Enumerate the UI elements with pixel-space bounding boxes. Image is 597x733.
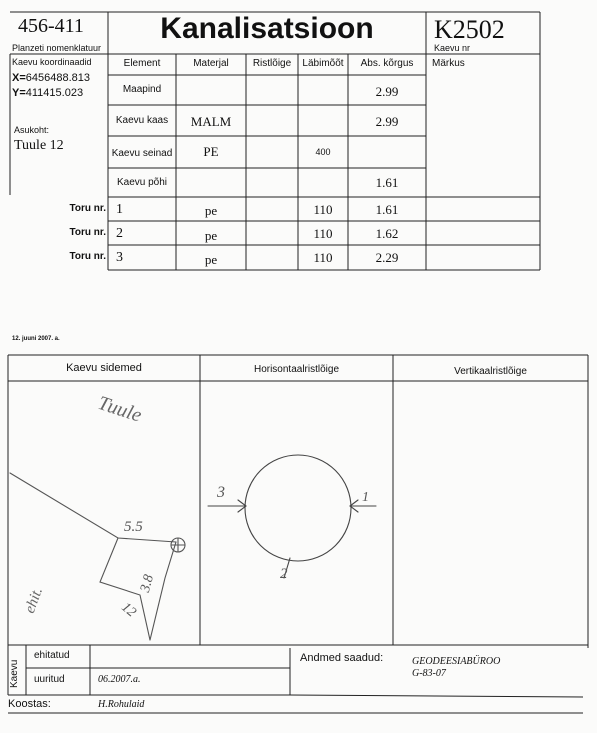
compiled-by-value: H.Rohulaid bbox=[98, 699, 145, 710]
coordinates-label: Kaevu koordinaadid bbox=[12, 57, 92, 67]
pipe-material: pe bbox=[204, 252, 218, 267]
row-height: 2.99 bbox=[375, 114, 399, 129]
pipe-number: 3 bbox=[116, 250, 123, 265]
pipe-number: 2 bbox=[116, 226, 123, 241]
pipe-label: Toru nr. bbox=[69, 227, 106, 238]
location-value: Tuule 12 bbox=[14, 138, 64, 153]
location-label: Asukoht: bbox=[14, 125, 50, 135]
sketch-street-name: Tuule bbox=[95, 392, 145, 427]
row-element: Kaevu kaas bbox=[115, 115, 169, 126]
nomenclature-label: Planzeti nomenklatuur bbox=[12, 43, 102, 53]
data-source-value: GEODEESIABÜROO bbox=[412, 656, 501, 667]
pipe-material: pe bbox=[204, 228, 218, 243]
well-number: K2502 bbox=[434, 15, 505, 44]
compiled-by-label: Koostas: bbox=[8, 698, 51, 710]
pipe-diameter: 110 bbox=[313, 226, 333, 241]
coordinate-y-prefix: Y= bbox=[12, 87, 26, 99]
sketch-dimension-top: 5.5 bbox=[124, 519, 143, 535]
pipe-label: Toru nr. bbox=[69, 251, 106, 262]
sketch-building-label: ehit. bbox=[22, 585, 47, 616]
pipe-mark-left: 3 bbox=[217, 484, 225, 501]
row-height: 1.61 bbox=[375, 175, 399, 190]
pipe-mark-right: 1 bbox=[362, 490, 369, 505]
surveyed-value: 06.2007.a. bbox=[98, 674, 141, 685]
row-material: MALM bbox=[190, 114, 232, 129]
pipe-height: 1.61 bbox=[375, 202, 399, 217]
coordinate-y-value: 411415.023 bbox=[25, 87, 84, 99]
header-abs-height: Abs. kõrgus bbox=[360, 58, 414, 69]
sketch-dimension-bottom: 12 bbox=[118, 600, 139, 621]
date-note: 12. juuni 2007. a. bbox=[12, 336, 60, 342]
header-remarks: Märkus bbox=[432, 58, 465, 69]
pipe-label: Toru nr. bbox=[69, 203, 106, 214]
nomenclature-value: 456-411 bbox=[18, 15, 84, 37]
header-cross-section: Ristlõige bbox=[252, 58, 292, 69]
pipe-material: pe bbox=[204, 203, 218, 218]
page-title: Kanalisatsioon bbox=[160, 12, 374, 45]
pipe-height: 1.62 bbox=[375, 226, 399, 241]
section-connections-title: Kaevu sidemed bbox=[66, 362, 142, 374]
pipe-diameter: 110 bbox=[313, 202, 333, 217]
section-vertical-title: Vertikaalristlõige bbox=[454, 366, 527, 377]
sketch-dimension-side: 3.8 bbox=[138, 573, 158, 594]
surveyed-label: uuritud bbox=[34, 674, 65, 685]
built-label: ehitatud bbox=[34, 650, 70, 661]
pipe-diameter: 110 bbox=[313, 250, 333, 265]
pipe-mark-bottom: 2 bbox=[280, 566, 288, 582]
well-number-label: Kaevu nr bbox=[434, 43, 471, 53]
row-material: PE bbox=[203, 144, 219, 159]
pipe-number: 1 bbox=[116, 202, 123, 217]
pipe-height: 2.29 bbox=[375, 250, 399, 265]
data-source-code: G-83-07 bbox=[412, 668, 446, 679]
row-diameter: 400 bbox=[315, 147, 331, 157]
coordinate-x-prefix: X= bbox=[12, 72, 26, 84]
header-diameter: Läbimõõt bbox=[302, 58, 344, 69]
section-horizontal-title: Horisontaalristlõige bbox=[253, 364, 340, 375]
row-element: Kaevu põhi bbox=[116, 177, 168, 188]
header-element: Element bbox=[123, 58, 161, 69]
well-side-label: Kaevu bbox=[9, 659, 20, 688]
row-height: 2.99 bbox=[375, 84, 399, 99]
data-source-label: Andmed saadud: bbox=[300, 652, 384, 664]
row-element: Kaevu seinad bbox=[111, 148, 173, 159]
header-material: Materjal bbox=[193, 58, 229, 69]
coordinate-x-value: 6456488.813 bbox=[25, 72, 90, 84]
row-element: Maapind bbox=[122, 84, 162, 95]
